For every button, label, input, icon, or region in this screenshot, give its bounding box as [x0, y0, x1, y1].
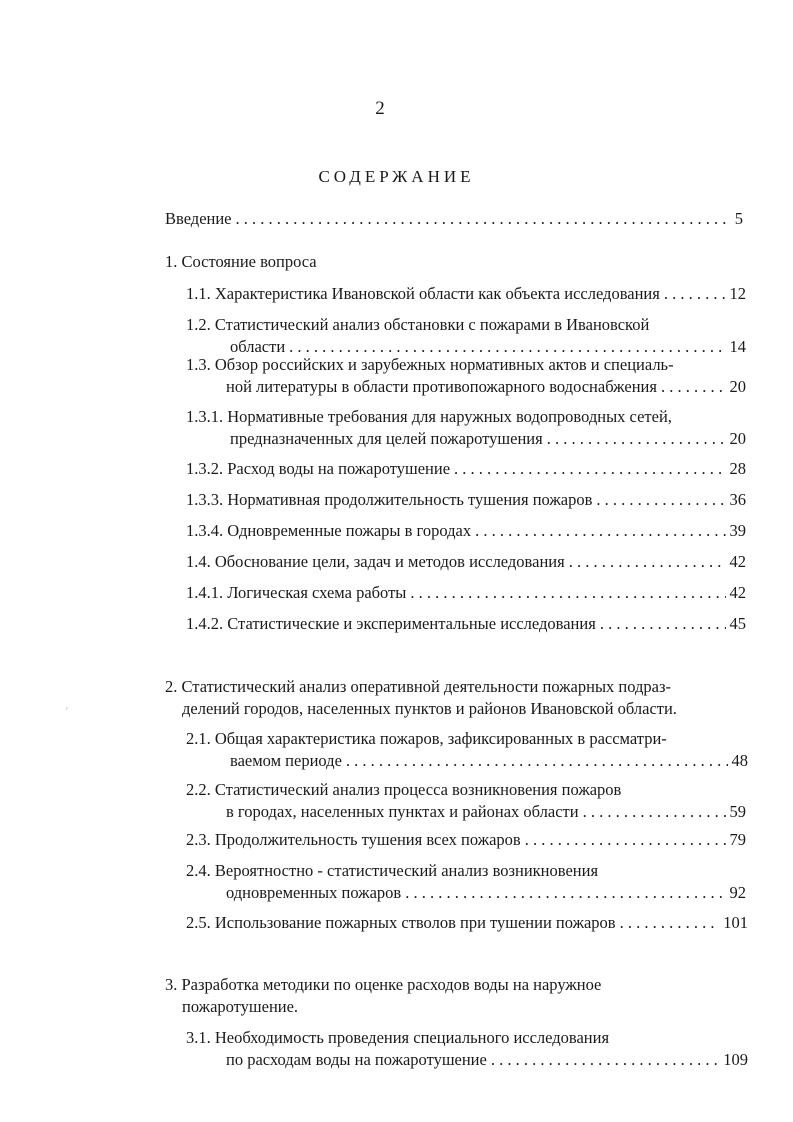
- toc-entry-page: 12: [729, 284, 746, 303]
- toc-entry-title: 1.3.4. Одновременные пожары в городах: [186, 521, 472, 540]
- leader-dots: [491, 1049, 719, 1071]
- toc-section-title: 1. Состояние вопроса: [165, 252, 317, 271]
- toc-entry-title-line2: в городах, населенных пунктах и районах области: [226, 802, 579, 821]
- toc-entry-title: 1.3.2. Расход воды на пожаротушение: [186, 459, 451, 478]
- leader-dots: [346, 750, 728, 772]
- toc-entry-3-1: [186, 1027, 748, 1071]
- toc-entry-title: 1.3.3. Нормативная продолжительность тушения пожаров: [186, 490, 593, 509]
- toc-entry-title-line2: ваемом периоде: [230, 751, 342, 770]
- toc-entry-title: 2.5. Использование пожарных стволов при тушении пожаров: [186, 913, 616, 932]
- toc-entry-title-line2: области: [230, 337, 286, 356]
- toc-section-title-line1: 2. Статистический анализ оперативной деятельности пожарных подраз-: [165, 677, 672, 696]
- toc-entry-title: Введение: [165, 209, 232, 228]
- toc-entry-title-line2: ной литературы в области противопожарного водоснабжения: [226, 377, 657, 396]
- toc-entry-1-3-1: [186, 406, 746, 450]
- toc-entry-title: 1.4.1. Логическая схема работы: [186, 583, 407, 602]
- toc-entry-1-3-4: [186, 520, 746, 542]
- toc-entry-page: 20: [729, 429, 746, 448]
- leader-dots: [596, 489, 725, 511]
- leader-dots: [410, 582, 725, 604]
- toc-entry-title: 1.4. Обоснование цели, задач и методов исследования: [186, 552, 565, 571]
- toc-section-1: [165, 251, 317, 273]
- toc-section-3: [165, 974, 601, 1018]
- toc-entry-page: 14: [729, 337, 746, 356]
- toc-entry-title-line2: предназначенных для целей пожаротушения: [230, 429, 543, 448]
- leader-dots: [525, 829, 726, 851]
- toc-entry-title-line1: 2.1. Общая характеристика пожаров, зафиксированных в рассматри-: [186, 729, 667, 748]
- toc-entry-page: 42: [729, 583, 746, 602]
- toc-entry-page: 45: [729, 614, 746, 633]
- toc-section-title-line2: пожаротушение.: [182, 997, 299, 1016]
- toc-entry-1-4-2: [186, 613, 746, 635]
- toc-entry-1-4: [186, 551, 746, 573]
- toc-section-2: [165, 676, 677, 720]
- toc-entry-2-4: [186, 860, 746, 904]
- toc-entry-2-2: [186, 779, 746, 823]
- toc-entry-1-2: [186, 314, 746, 358]
- toc-entry-1-3-2: [186, 458, 746, 480]
- toc-entry-1-4-1: [186, 582, 746, 604]
- toc-entry-page: 36: [729, 490, 746, 509]
- toc-entry-page: 101: [723, 913, 748, 932]
- toc-section-title-line2: делений городов, населенных пунктов и районов Ивановской области.: [182, 699, 677, 718]
- toc-entry-title-line1: 3.1. Необходимость проведения специального исследования: [186, 1028, 610, 1047]
- toc-entry-title: 1.4.2. Статистические и экспериментальные исследования: [186, 614, 596, 633]
- toc-entry-page: 92: [729, 883, 746, 902]
- toc-entry-page: 59: [729, 802, 746, 821]
- toc-entry-1-1: [186, 283, 746, 305]
- toc-entry-page: 48: [731, 751, 748, 770]
- leader-dots: [661, 376, 726, 398]
- leader-dots: [405, 882, 725, 904]
- toc-entry-title-line2: одновременных пожаров: [226, 883, 402, 902]
- toc-entry-title-line1: 2.2. Статистический анализ процесса возникновения пожаров: [186, 780, 622, 799]
- toc-entry-page: 20: [729, 377, 746, 396]
- toc-entry-1-3-3: [186, 489, 746, 511]
- toc-entry-2-5: [186, 912, 748, 934]
- toc-entry-page: 109: [723, 1050, 748, 1069]
- toc-entry-2-3: [186, 829, 746, 851]
- toc-entry-2-1: [186, 728, 748, 772]
- leader-dots: [583, 801, 726, 823]
- leader-dots: [620, 912, 720, 934]
- toc-entry-title-line2: по расходам воды на пожаротушение: [226, 1050, 487, 1069]
- leader-dots: [569, 551, 726, 573]
- leader-dots: [475, 520, 725, 542]
- leader-dots: [547, 428, 726, 450]
- toc-entry-page: 5: [734, 209, 743, 228]
- toc-section-title-line1: 3. Разработка методики по оценке расходов воды на наружное: [165, 975, 602, 994]
- toc-entry-page: 39: [729, 521, 746, 540]
- toc-entry-title: 1.1. Характеристика Ивановской области как объекта исследования: [186, 284, 660, 303]
- toc-entry-page: 28: [729, 459, 746, 478]
- toc-entry-title-line1: 1.3. Обзор российских и зарубежных нормативных актов и специаль-: [186, 355, 674, 374]
- page-number: 2: [375, 98, 385, 119]
- leader-dots: [600, 613, 726, 635]
- toc-entry-page: 42: [729, 552, 746, 571]
- toc-entry-intro: [165, 208, 743, 230]
- toc-entry-1-3: [186, 354, 746, 398]
- toc-entry-title-line1: 1.3.1. Нормативные требования для наружных водопроводных сетей,: [186, 407, 672, 426]
- leader-dots: [454, 458, 725, 480]
- toc-entry-title: 2.3. Продолжительность тушения всех пожаров: [186, 830, 521, 849]
- toc-heading: СОДЕРЖАНИЕ: [318, 167, 475, 186]
- leader-dots: [236, 208, 731, 230]
- leader-dots: [664, 283, 726, 305]
- toc-entry-page: 79: [729, 830, 746, 849]
- toc-entry-title-line1: 1.2. Статистический анализ обстановки с пожарами в Ивановской: [186, 315, 650, 334]
- margin-mark: ′: [66, 706, 68, 716]
- toc-entry-title-line1: 2.4. Вероятностно - статистический анализ возникновения: [186, 861, 599, 880]
